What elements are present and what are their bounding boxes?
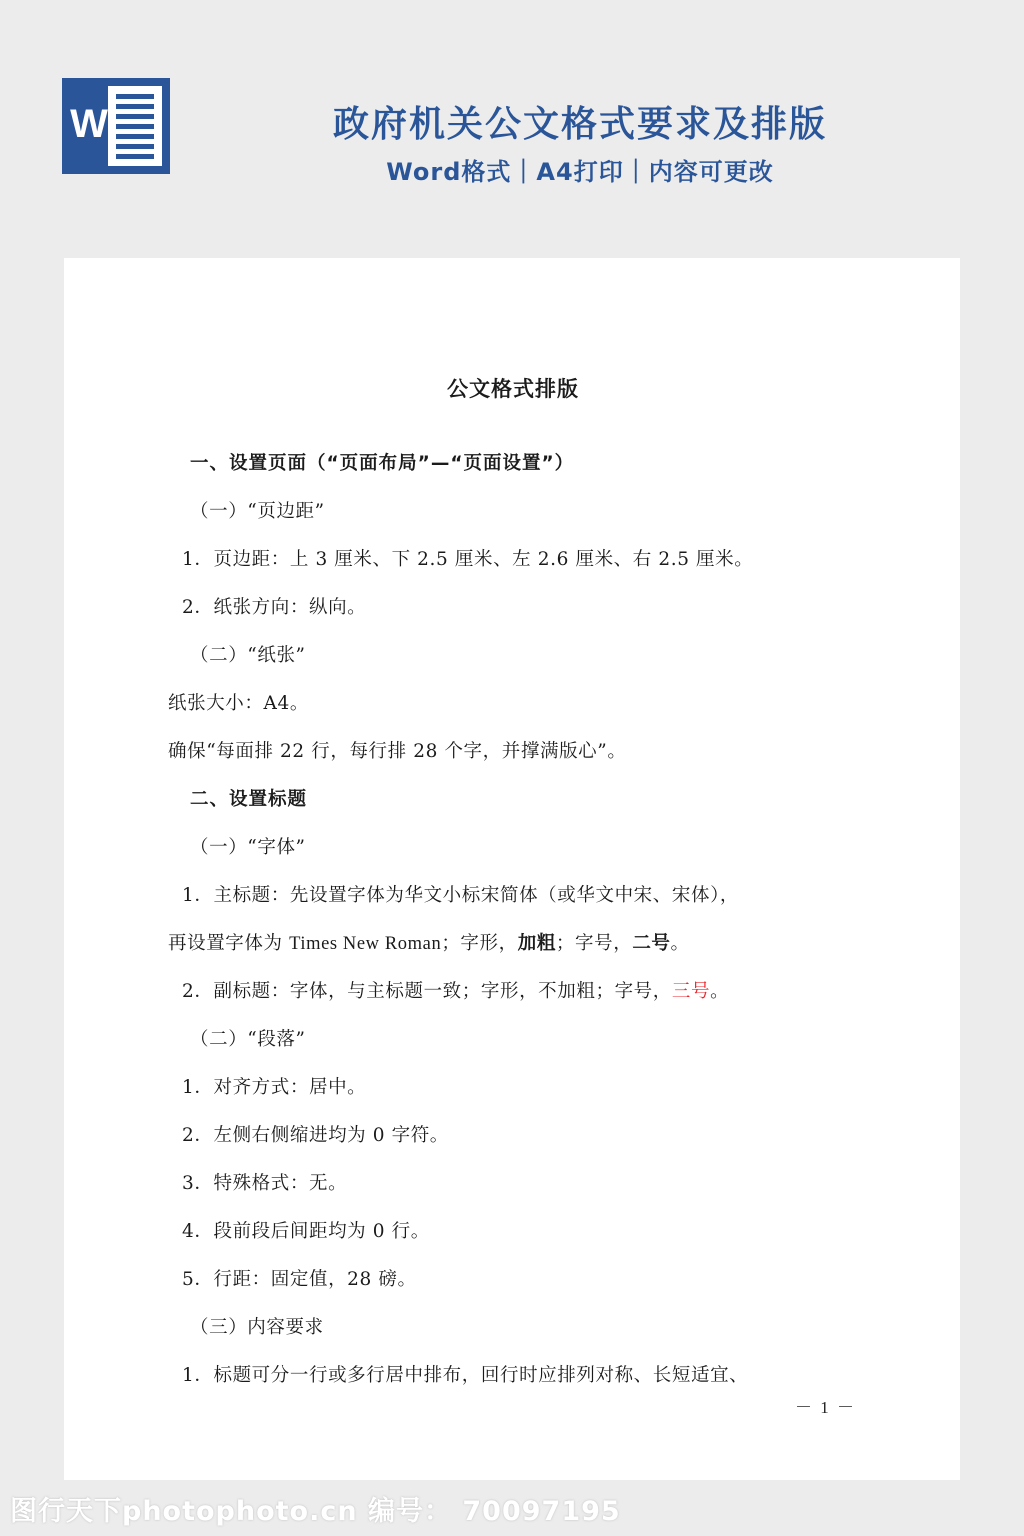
header-title: 政府机关公文格式要求及排版 bbox=[332, 104, 827, 145]
text-run: 二号 bbox=[632, 933, 671, 954]
document-paragraph: 二、设置标题 bbox=[190, 789, 308, 810]
document-title: 公文格式排版 bbox=[447, 377, 579, 401]
text-run: 加粗 bbox=[517, 933, 556, 954]
document-paragraph: （一）“字体” bbox=[190, 837, 306, 858]
page-header bbox=[0, 0, 1024, 258]
word-logo-letter: W bbox=[70, 102, 108, 146]
document-paragraph: 5．行距：固定值，28 磅。 bbox=[182, 1269, 417, 1290]
document-paragraph: 纸张大小：A4。 bbox=[168, 693, 309, 714]
watermark-text: 图行天下photophoto.cn 编号： 70097195 bbox=[10, 1496, 621, 1527]
text-run: ；字号， bbox=[555, 933, 633, 954]
document-paragraph: （二）“段落” bbox=[190, 1029, 306, 1050]
text-run: 2．副标题：字体，与主标题一致；字形，不加粗；字号， bbox=[182, 981, 672, 1002]
word-logo-icon bbox=[62, 78, 170, 174]
document-paragraph-list bbox=[168, 451, 858, 1389]
word-logo-text-lines-icon bbox=[116, 94, 154, 158]
document-paragraph bbox=[168, 979, 858, 1005]
document-body bbox=[168, 373, 858, 1411]
document-paragraph: 1．页边距：上 3 厘米、下 2.5 厘米、左 2.6 厘米、右 2.5 厘米。 bbox=[182, 549, 754, 570]
document-paragraph bbox=[168, 931, 858, 957]
document-paragraph: （二）“纸张” bbox=[190, 645, 306, 666]
text-run: 。 bbox=[710, 981, 730, 1002]
document-paragraph: （三）内容要求 bbox=[190, 1317, 324, 1338]
document-page bbox=[64, 258, 960, 1480]
text-run: 再设置字体为 bbox=[168, 933, 290, 954]
document-paragraph: 确保“每面排 22 行，每行排 28 个字，并撑满版心”。 bbox=[168, 741, 627, 762]
document-paragraph: 1．对齐方式：居中。 bbox=[182, 1077, 367, 1098]
text-run: ；字形， bbox=[441, 933, 518, 954]
text-run: 。 bbox=[670, 933, 690, 954]
document-paragraph: 1．标题可分一行或多行居中排布，回行时应排列对称、长短适宜、 bbox=[182, 1365, 749, 1386]
header-subtitle: Word格式｜A4打印｜内容可更改 bbox=[386, 158, 774, 186]
document-paragraph: 2．纸张方向：纵向。 bbox=[182, 597, 367, 618]
document-paragraph: （一）“页边距” bbox=[190, 501, 325, 522]
document-paragraph: 一、设置页面（“页面布局”—“页面设置”） bbox=[190, 453, 575, 474]
footer-bar bbox=[0, 1480, 1024, 1536]
text-run: Times New Roman bbox=[289, 934, 442, 954]
page-number: － 1 － bbox=[795, 1398, 856, 1417]
document-paragraph: 2．左侧右侧缩进均为 0 字符。 bbox=[182, 1125, 449, 1146]
text-run: 三号 bbox=[671, 981, 711, 1002]
document-paragraph: 4．段前段后间距均为 0 行。 bbox=[182, 1221, 430, 1242]
document-paragraph: 3．特殊格式：无。 bbox=[182, 1173, 348, 1194]
document-paragraph: 1．主标题：先设置字体为华文小标宋简体（或华文中宋、宋体）， bbox=[182, 885, 740, 906]
